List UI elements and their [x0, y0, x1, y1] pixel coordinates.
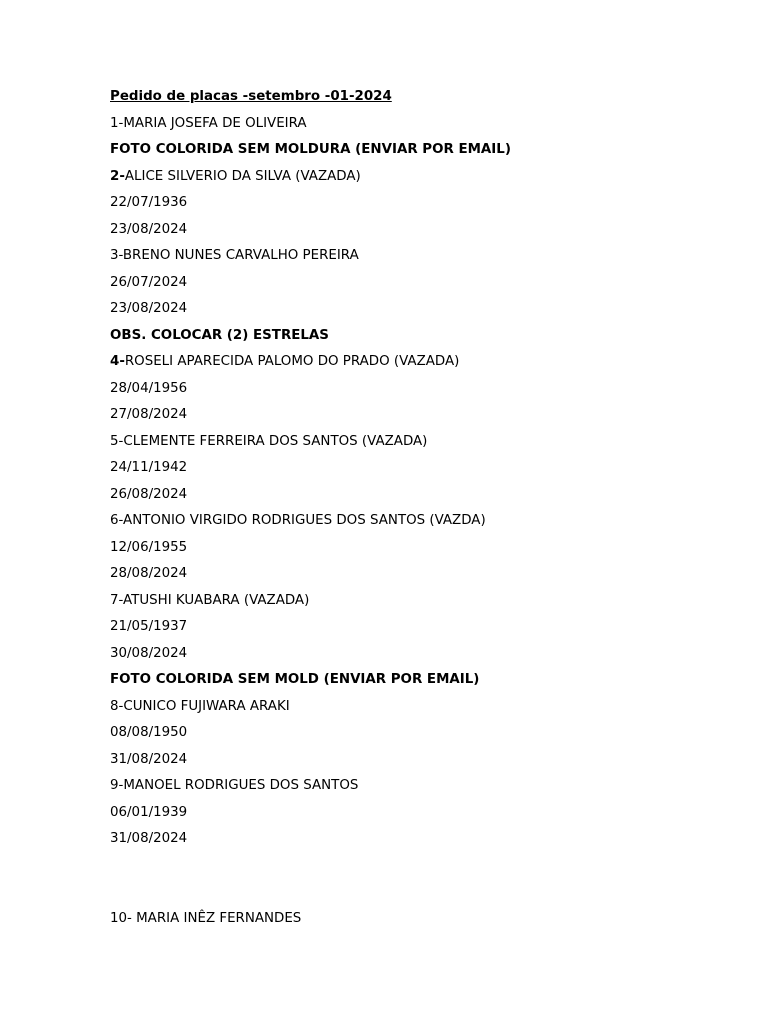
document-line	[110, 641, 730, 668]
document-line	[110, 323, 730, 350]
line-text: 3-BRENO NUNES CARVALHO PEREIRA	[110, 248, 359, 263]
line-text: 30/08/2024	[110, 645, 188, 661]
document-line	[110, 137, 730, 164]
line-text: 8-CUNICO FUJIWARA ARAKI	[110, 698, 290, 714]
document-line	[110, 243, 730, 270]
document-title: Pedido de placas -setembro -01-2024	[110, 89, 392, 104]
line-text: 28/08/2024	[110, 566, 188, 581]
line-text: 31/08/2024	[110, 831, 188, 846]
document-line	[110, 482, 730, 509]
document-line	[110, 111, 730, 138]
line-number-prefix: 2-	[110, 168, 125, 184]
line-text: 26/08/2024	[110, 486, 188, 502]
document-lines	[110, 111, 730, 853]
line-text: 23/08/2024	[110, 221, 188, 237]
line-text: ALICE SILVERIO DA SILVA (VAZADA)	[124, 168, 361, 184]
document-line	[110, 164, 730, 191]
document-line	[110, 429, 730, 456]
line-text: 23/08/2024	[110, 301, 188, 316]
document-page	[110, 84, 730, 932]
document-line	[110, 190, 730, 217]
document-line	[110, 800, 730, 827]
document-line	[110, 561, 730, 588]
line-text: FOTO COLORIDA SEM MOLDURA (ENVIAR POR EMAIL)	[110, 142, 511, 157]
blank-gap	[110, 853, 730, 906]
line-text: 26/07/2024	[110, 274, 188, 290]
line-text: ROSELI APARECIDA PALOMO DO PRADO (VAZADA)	[124, 354, 460, 369]
line-text: 21/05/1937	[110, 619, 188, 634]
document-line	[110, 217, 730, 244]
line-text: 5-CLEMENTE FERREIRA DOS SANTOS (VAZADA)	[110, 433, 428, 449]
line-text: 06/01/1939	[110, 804, 188, 820]
line-text: 12/06/1955	[110, 539, 188, 555]
line-text: 7-ATUSHI KUABARA (VAZADA)	[110, 592, 310, 608]
document-line	[110, 667, 730, 694]
line-text: 28/04/1956	[110, 380, 188, 396]
document-line	[110, 349, 730, 376]
line-text: 9-MANOEL RODRIGUES DOS SANTOS	[110, 778, 359, 793]
line-text: FOTO COLORIDA SEM MOLD (ENVIAR POR EMAIL)	[110, 672, 480, 687]
line-number-prefix: 4-	[110, 354, 125, 369]
line-text: 08/08/1950	[110, 725, 188, 740]
line-text: 31/08/2024	[110, 751, 188, 767]
document-line	[110, 376, 730, 403]
document-line	[110, 402, 730, 429]
final-entry: 10- MARIA INÊZ FERNANDES	[110, 910, 302, 926]
document-line	[110, 535, 730, 562]
document-line	[110, 588, 730, 615]
line-text: OBS. COLOCAR (2) ESTRELAS	[110, 327, 329, 343]
line-text: 24/11/1942	[110, 460, 188, 475]
document-line	[110, 694, 730, 721]
line-text: 6-ANTONIO VIRGIDO RODRIGUES DOS SANTOS (VAZDA)	[110, 513, 486, 528]
document-line	[110, 773, 730, 800]
document-line	[110, 508, 730, 535]
document-line	[110, 296, 730, 323]
line-text: 27/08/2024	[110, 407, 188, 422]
document-line	[110, 614, 730, 641]
document-line	[110, 826, 730, 853]
line-text: 1-MARIA JOSEFA DE OLIVEIRA	[110, 115, 307, 131]
document-line	[110, 720, 730, 747]
document-line	[110, 270, 730, 297]
document-line	[110, 747, 730, 774]
line-text: 22/07/1936	[110, 195, 188, 210]
document-line	[110, 455, 730, 482]
